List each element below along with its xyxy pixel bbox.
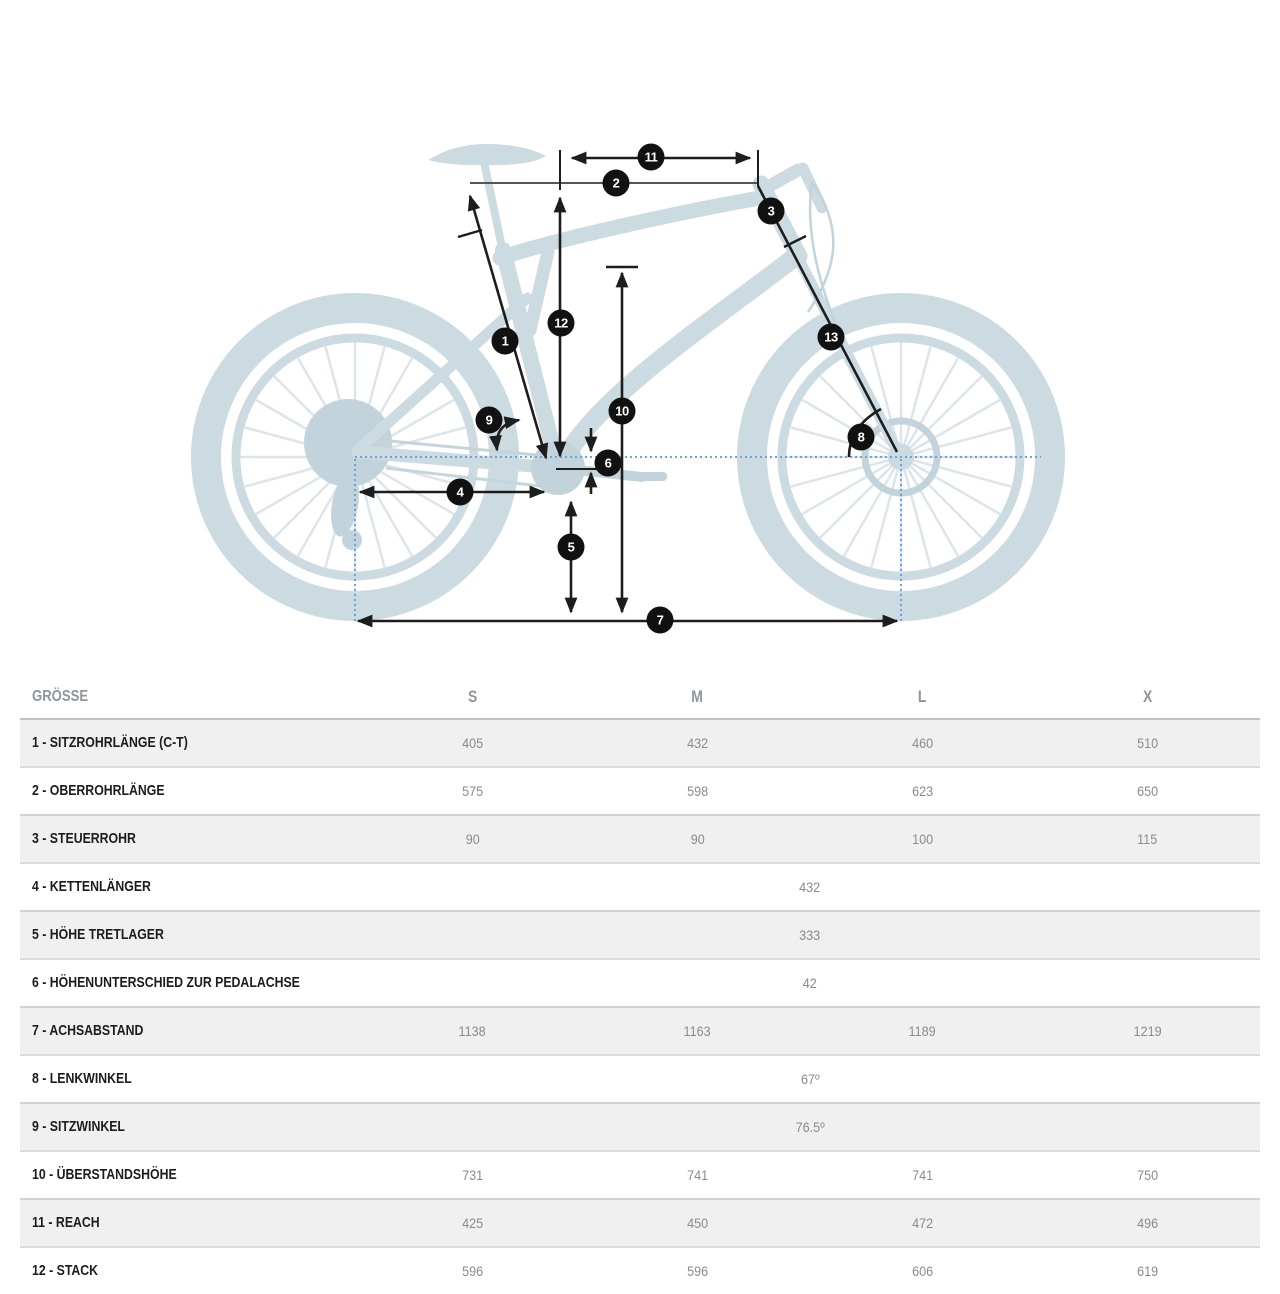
table-row xyxy=(20,814,1260,862)
row-label: 12 - STACK xyxy=(32,1261,99,1279)
seat-tube-tick xyxy=(458,230,482,237)
table-header-row xyxy=(20,676,1260,718)
value-cell: 619 xyxy=(1136,1263,1159,1279)
table-row xyxy=(20,862,1260,910)
svg-text:5: 5 xyxy=(567,539,575,555)
measurement-badge-9 xyxy=(476,407,503,434)
handlebar-grip xyxy=(803,168,822,208)
value-cell: 731 xyxy=(461,1167,484,1183)
value-cell: 606 xyxy=(911,1263,934,1279)
table-row xyxy=(20,1054,1260,1102)
table-row xyxy=(20,910,1260,958)
row-label: 6 - HÖHENUNTERSCHIED ZUR PEDALACHSE xyxy=(32,973,300,991)
table-row xyxy=(20,1006,1260,1054)
value-cell: 575 xyxy=(461,783,484,799)
value-cell: 1138 xyxy=(458,1023,487,1039)
row-label: 1 - SITZROHRLÄNGE (C-T) xyxy=(32,733,188,751)
measurement-badge-13 xyxy=(818,324,845,351)
size-column-header: GRÖSSE xyxy=(32,688,89,705)
svg-text:2: 2 xyxy=(612,175,620,191)
value-cell: 1163 xyxy=(683,1023,712,1039)
measurement-badge-12 xyxy=(548,310,575,337)
value-cell: 432 xyxy=(686,735,709,751)
stem xyxy=(766,170,798,188)
value-cell: 496 xyxy=(1136,1215,1159,1231)
row-label: 4 - KETTENLÄNGER xyxy=(32,877,151,895)
value-cell: 596 xyxy=(686,1263,709,1279)
value-cell-span: 76.5º xyxy=(795,1119,825,1135)
table-row xyxy=(20,718,1260,766)
measurement-badge-11 xyxy=(638,144,665,171)
svg-text:6: 6 xyxy=(604,455,612,471)
value-cell: 510 xyxy=(1136,735,1159,751)
saddle xyxy=(428,144,546,165)
value-cell-span: 67º xyxy=(800,1071,820,1087)
geometry-table xyxy=(20,676,1260,1294)
svg-text:8: 8 xyxy=(857,429,865,445)
svg-text:10: 10 xyxy=(615,403,629,419)
table-row xyxy=(20,1102,1260,1150)
row-label: 2 - OBERROHRLÄNGE xyxy=(32,781,165,799)
row-label: 5 - HÖHE TRETLAGER xyxy=(32,925,164,943)
measurement-badge-7 xyxy=(647,607,674,634)
value-cell: 405 xyxy=(461,735,484,751)
value-cell: 750 xyxy=(1136,1167,1159,1183)
svg-text:1: 1 xyxy=(501,333,509,349)
svg-text:12: 12 xyxy=(554,315,568,331)
value-cell: 90 xyxy=(690,831,705,847)
measurement-badge-6 xyxy=(595,450,622,477)
value-cell: 741 xyxy=(911,1167,934,1183)
value-cell: 623 xyxy=(911,783,934,799)
seatpost xyxy=(484,162,503,252)
table-row xyxy=(20,1246,1260,1294)
row-label: 11 - REACH xyxy=(32,1213,100,1231)
value-cell-span: 42 xyxy=(802,975,818,991)
value-cell-span: 432 xyxy=(799,879,821,895)
value-cell: 100 xyxy=(911,831,934,847)
column-header-s: S xyxy=(467,687,478,706)
table-row xyxy=(20,1198,1260,1246)
row-label: 8 - LENKWINKEL xyxy=(32,1069,132,1087)
value-cell: 115 xyxy=(1137,831,1158,847)
measurement-badge-10 xyxy=(609,398,636,425)
svg-text:3: 3 xyxy=(767,203,775,219)
measurement-badge-3 xyxy=(758,198,785,225)
value-cell: 650 xyxy=(1136,783,1159,799)
table-body xyxy=(20,718,1260,1294)
value-cell: 460 xyxy=(911,735,934,751)
measurement-badge-4 xyxy=(447,479,474,506)
measurement-badge-8 xyxy=(848,424,875,451)
measurement-badge-2 xyxy=(603,170,630,197)
value-cell: 90 xyxy=(465,831,480,847)
bike-silhouette xyxy=(206,144,1050,606)
table-row xyxy=(20,766,1260,814)
measurement-badge-5 xyxy=(558,534,585,561)
value-cell-span: 333 xyxy=(799,927,821,943)
svg-text:4: 4 xyxy=(456,484,464,500)
svg-text:9: 9 xyxy=(485,412,493,428)
column-header-m: M xyxy=(691,687,704,706)
value-cell: 1189 xyxy=(908,1023,937,1039)
table-row xyxy=(20,958,1260,1006)
value-cell: 472 xyxy=(911,1215,934,1231)
row-label: 10 - ÜBERSTANDSHÖHE xyxy=(32,1165,177,1183)
row-label: 3 - STEUERROHR xyxy=(32,829,136,847)
row-label: 7 - ACHSABSTAND xyxy=(32,1021,144,1039)
value-cell: 741 xyxy=(686,1167,709,1183)
value-cell: 596 xyxy=(461,1263,484,1279)
svg-text:13: 13 xyxy=(824,329,838,345)
value-cell: 450 xyxy=(686,1215,709,1231)
top-tube xyxy=(500,197,766,258)
svg-text:11: 11 xyxy=(644,149,658,165)
value-cell: 1219 xyxy=(1133,1023,1162,1039)
svg-text:7: 7 xyxy=(656,612,664,628)
rear-shock xyxy=(530,252,548,330)
measurement-badge-1 xyxy=(492,328,519,355)
pedal xyxy=(633,472,667,481)
column-header-l: L xyxy=(918,687,927,706)
table-row xyxy=(20,1150,1260,1198)
value-cell: 425 xyxy=(461,1215,484,1231)
row-label: 9 - SITZWINKEL xyxy=(32,1117,125,1135)
value-cell: 598 xyxy=(686,783,709,799)
column-header-x: X xyxy=(1142,687,1153,706)
